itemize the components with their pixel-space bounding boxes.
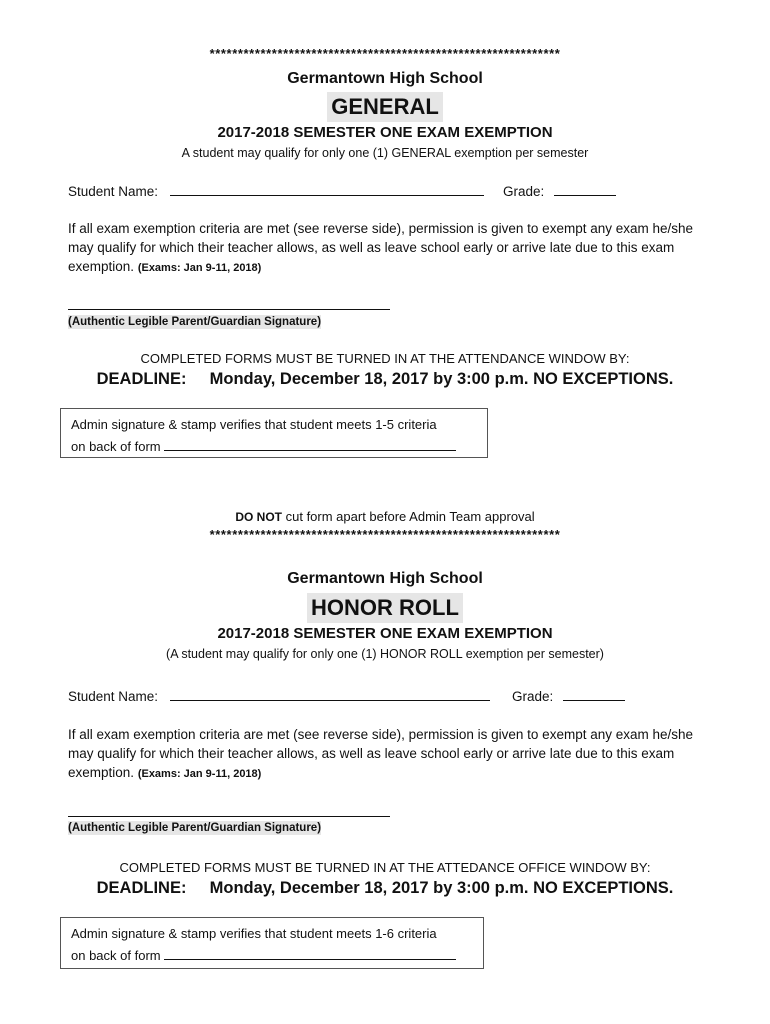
general-title: GENERAL xyxy=(327,92,443,122)
general-grade-field[interactable] xyxy=(554,182,616,196)
honor-school-name: Germantown High School xyxy=(287,570,483,587)
general-title-wrap xyxy=(0,92,770,122)
general-grade-row xyxy=(503,182,616,199)
honor-signature-line[interactable] xyxy=(68,816,390,817)
honor-student-name-row xyxy=(68,687,490,704)
honor-exam-dates: (Exams: Jan 9-11, 2018) xyxy=(137,768,262,780)
honor-permission-paragraph xyxy=(68,725,718,784)
honor-completed-text: COMPLETED FORMS MUST BE TURNED IN AT THE ATTEDANCE OFFICE WINDOW BY: xyxy=(119,860,651,875)
general-admin-line1: Admin signature & stamp verifies that student meets 1-5 criteria xyxy=(71,417,437,432)
cut-note-text: cut form apart before Admin Team approval xyxy=(282,509,535,524)
general-student-name-field[interactable] xyxy=(170,182,484,196)
general-note: A student may qualify for only one (1) GENERAL exemption per semester xyxy=(181,146,589,160)
honor-title: HONOR ROLL xyxy=(307,593,463,623)
general-signature-line[interactable] xyxy=(68,309,390,310)
general-admin-line2: on back of form xyxy=(71,439,161,454)
cut-form-note xyxy=(0,509,770,524)
general-deadline-label: DEADLINE: xyxy=(96,370,187,388)
honor-note: (A student may qualify for only one (1) HONOR ROLL exemption per semester) xyxy=(166,647,604,661)
honor-grade-label: Grade: xyxy=(512,689,554,704)
general-student-name-row xyxy=(68,182,484,199)
honor-grade-row xyxy=(512,687,625,704)
general-signature-label: (Authentic Legible Parent/Guardian Signature) xyxy=(68,316,322,328)
general-admin-box xyxy=(60,408,488,458)
general-subtitle: 2017-2018 SEMESTER ONE EXAM EXEMPTION xyxy=(217,124,553,141)
honor-admin-line2-row xyxy=(71,945,473,967)
honor-admin-box xyxy=(60,917,484,969)
honor-deadline xyxy=(0,879,770,898)
general-deadline-text: Monday, December 18, 2017 by 3:00 p.m. NO EXCEPTIONS. xyxy=(209,370,674,388)
honor-deadline-text: Monday, December 18, 2017 by 3:00 p.m. NO EXCEPTIONS. xyxy=(209,879,674,897)
honor-student-name-label: Student Name: xyxy=(68,689,159,704)
honor-admin-line2: on back of form xyxy=(71,948,161,963)
general-permission-paragraph xyxy=(68,219,718,278)
general-deadline xyxy=(0,370,770,389)
honor-student-name-field[interactable] xyxy=(170,687,490,701)
honor-permission-text: If all exam exemption criteria are met (see reverse side), permission is given to exempt any exam he/she may qualify for which their teacher allows, as well as leave school early or arrive late due to this exam exemption. xyxy=(68,727,694,780)
top-star-divider: ************************************************************** xyxy=(209,46,561,61)
general-school-name: Germantown High School xyxy=(287,70,483,87)
general-student-name-label: Student Name: xyxy=(68,184,159,199)
general-exam-dates: (Exams: Jan 9-11, 2018) xyxy=(137,262,262,274)
honor-signature-label: (Authentic Legible Parent/Guardian Signature) xyxy=(68,822,322,834)
honor-title-wrap xyxy=(0,593,770,623)
honor-grade-field[interactable] xyxy=(563,687,625,701)
general-admin-signature-field[interactable] xyxy=(164,439,456,451)
honor-deadline-label: DEADLINE: xyxy=(96,879,187,897)
honor-subtitle: 2017-2018 SEMESTER ONE EXAM EXEMPTION xyxy=(217,625,553,642)
middle-star-divider: ************************************************************** xyxy=(209,527,561,542)
general-permission-text: If all exam exemption criteria are met (see reverse side), permission is given to exempt any exam he/she may qualify for which their teacher allows, as well as leave school early or arrive late due to this exam exemption. xyxy=(68,221,694,274)
general-completed-text: COMPLETED FORMS MUST BE TURNED IN AT THE ATTENDANCE WINDOW BY: xyxy=(140,351,630,366)
general-grade-label: Grade: xyxy=(503,184,545,199)
honor-admin-signature-field[interactable] xyxy=(164,948,456,960)
honor-admin-line1: Admin signature & stamp verifies that student meets 1-6 criteria xyxy=(71,926,437,941)
cut-note-emphasis: DO NOT xyxy=(235,510,282,524)
general-admin-line2-row xyxy=(71,436,477,458)
